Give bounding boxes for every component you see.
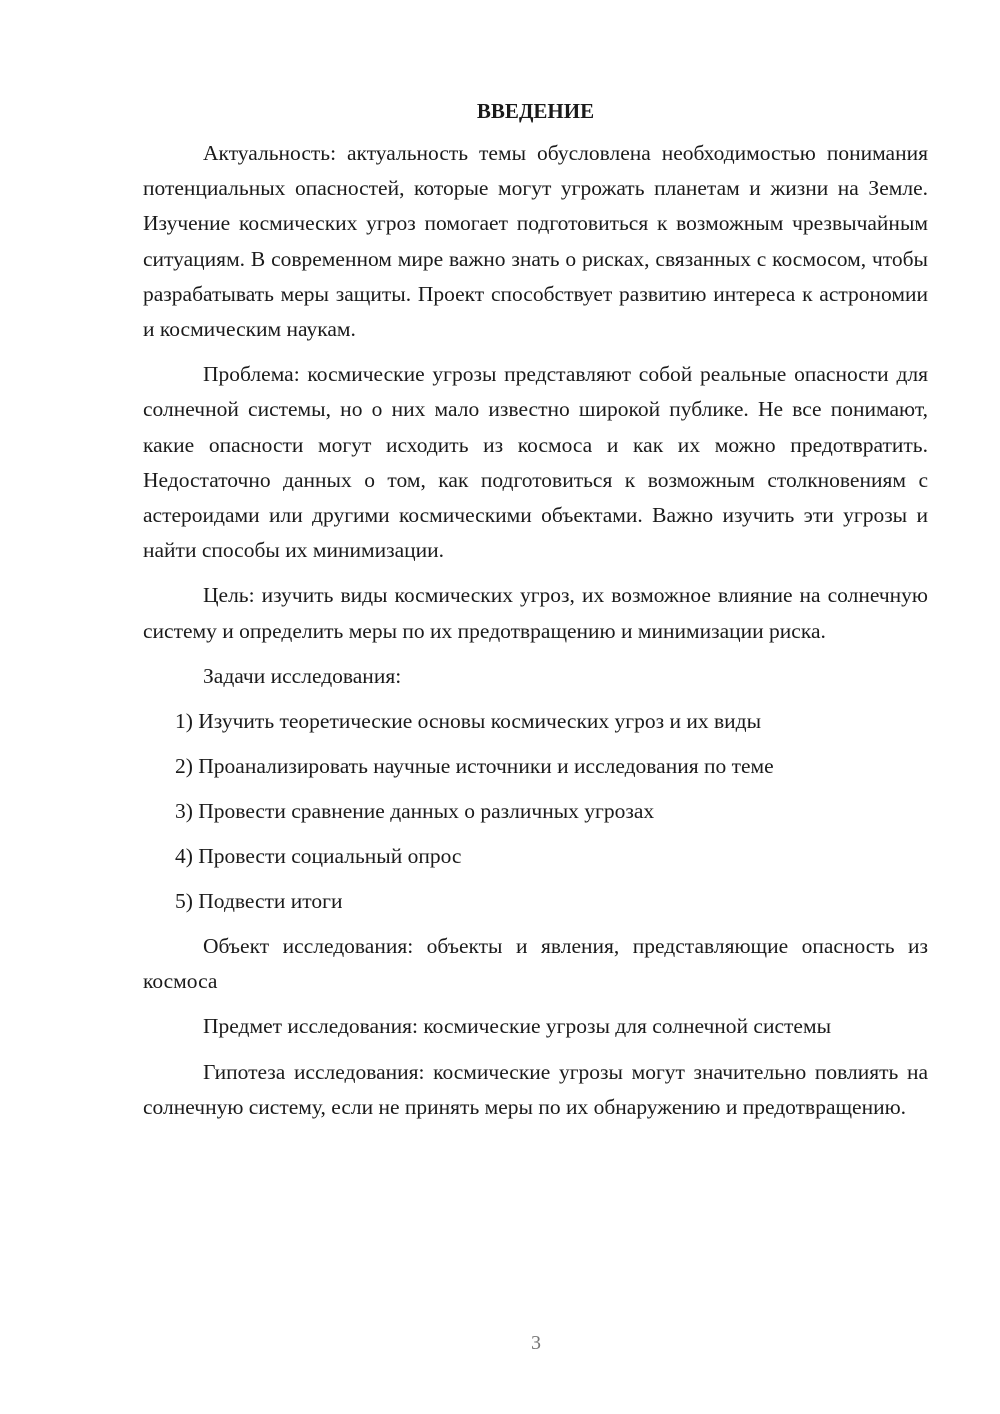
task-item: 4) Провести социальный опрос [175, 844, 462, 869]
task-item: 2) Проанализировать научные источники и исследования по теме [175, 754, 774, 779]
task-item: 1) Изучить теоретические основы космических угроз и их виды [175, 709, 762, 734]
goal-paragraph: Цель: изучить виды космических угроз, их возможное влияние на солнечную систему и определить меры по их предотвращению и минимизации риска. [143, 583, 928, 643]
hypothesis-paragraph: Гипотеза исследования: космические угрозы могут значительно повлиять на солнечную систему, если не принять меры по их обнаружению и предотвращению. [143, 1059, 928, 1119]
section-title: ВВЕДЕНИЕ [476, 99, 595, 123]
page-number: 3 [531, 1332, 541, 1354]
tasks-label: Задачи исследования: [203, 663, 402, 688]
document-page [143, 96, 928, 1135]
task-item: 3) Провести сравнение данных о различных угрозах [175, 799, 655, 824]
tasks-list [143, 704, 928, 919]
task-item: 5) Подвести итоги [175, 889, 343, 914]
subject-paragraph: Предмет исследования: космические угрозы для солнечной системы [203, 1014, 832, 1039]
relevance-paragraph: Актуальность: актуальность темы обусловлена необходимостью понимания потенциальных опасностей, которые могут угрожать планетам и жизни на Земле. Изучение космических угроз помогает подготовиться к возможным чрезвычайным ситуациям. В современном мире важно знать о рисках, связанных с космосом, чтобы разрабатывать меры защиты. Проект способствует развитию интереса к астрономии и космическим наукам. [143, 141, 928, 342]
problem-paragraph: Проблема: космические угрозы представляют собой реальные опасности для солнечной системы, но о них мало известно широкой публике. Не все понимают, какие опасности могут исходить из космоса и как их можно предотвратить. Недостаточно данных о том, как подготовиться к возможным столкновениям с астероидами или другими космическими объектами. Важно изучить эти угрозы и найти способы их минимизации. [143, 362, 928, 563]
object-paragraph: Объект исследования: объекты и явления, представляющие опасность из космоса [143, 934, 928, 994]
